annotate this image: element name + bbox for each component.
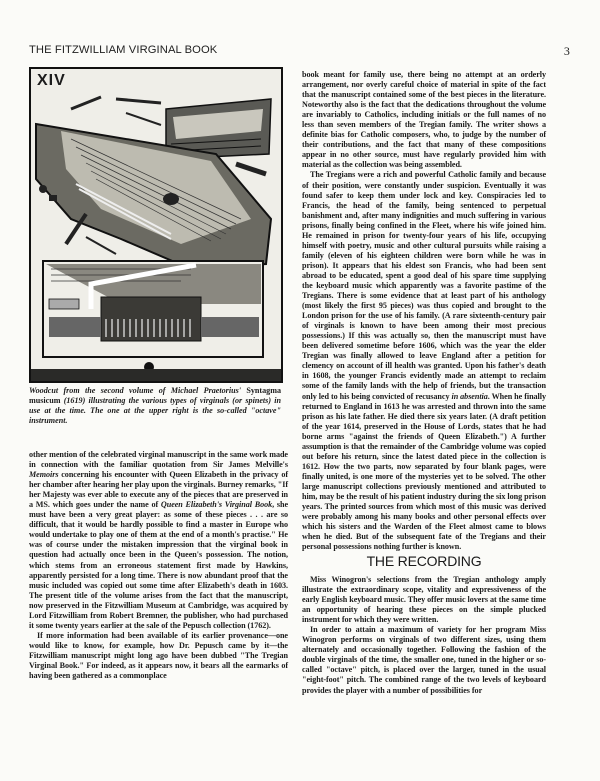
page-number: 3 [563,44,570,58]
paragraph: In order to attain a maximum of variety for her program Miss Winogron performs on virginals of two different sizes, using them alternately and occasionally together. Following the fashion of the double virginals of the time, the smaller one, tuned in the higher or so-called "octave" pitch, is placed over the larger, tuned in the usual "eight-foot" pitch. The combined range of the two levels of keyboard provides the player with a number of possibilities for [302,625,546,695]
italic-title: Queen Elizabeth's Virginal Book [160,500,273,510]
paragraph: The Tregians were a rich and powerful Catholic family and because of their position, were constantly under suspicion. Eventually it was found safer to keep them under lock and key. Conspiracies led to Francis, the head of the family, being sentenced to perpetual banishment and, after many indignities and much suffering in various prisons, finally being confined in the Fleet, where his wife joined him. He remained in prison for twenty-four years of his life, occupying himself with poetry, music and other cultural pursuits while raising a family (eleven of his eighteen children were born while he was in prison). It appears that his eldest son Francis, who had been sent abroad to be educated, spent a good deal of his spare time supplying the keyboard music which apparently was a favorite pastime of the Tregians. There is some evidence that at least part of his anthology (most likely the first 95 pieces) was thus copied and brought to the London prison for the use of his family. (A rare sixteenth-century pair of virginals is known to have been among their most precious possessions.) If this was actually so, then the manuscript must have been delivered sometime before 1606, which was the year the elder Tregian was finally allowed to leave England after a petition for clemency on account of ill health was granted. Upon his father's death in 1608, the younger Francis evidently made an attempt to reclaim some of the family lands with the help of friends, but the transaction only led to his being convicted of recusancy in absentia. When he finally returned to England in 1613 he was arrested and thrown into the same prison as his late father. He died there six years later. (A draft petition of the year 1614, preserved in the House of Lords, states that he had borne arms "against the friends of Queen Elizabeth.") A further assumption is that the remainder of the Cambridge volume was copied out before his return, since the latest dated piece in the collection is 1612. How the two parts, now separated by four blank pages, were finally united, is one more of the mysteries yet to be solved. The other large manuscript collections previously mentioned and attributed to him, may be the result of his patient industry during the six long prison years. The printed sources from which most of this music was derived were probably among his many books and other personal effects over which his sisters and the Warden of the Fleet almost came to blows when he died. But of the subsequent fate of the Tregians and their personal possessions nothing further is known. [302,170,546,552]
section-heading: THE RECORDING [366,553,482,569]
recording-section-text [302,575,546,696]
right-text-column [302,70,546,552]
left-text-column [29,450,288,681]
woodcut-figure [29,67,283,383]
plate-number: XIV [37,72,66,89]
figure-caption: Woodcut from the second volume of Michael Praetorius' Syntagma musicum (1619) illustrating the various types of virginals (or spinets) in use at the time. The one at the upper right is the so-called "octave" instrument. [29,386,281,425]
virginals-woodcut-illustration [31,69,281,381]
italic-title: Memoirs [29,470,59,480]
running-title: THE FITZWILLIAM VIRGINAL BOOK [29,44,218,56]
caption-book-title: Syntagma musicum [29,386,281,405]
paragraph: other mention of the celebrated virginal manuscript in the same work made in connection with the familiar quotation from Sir James Melville's Memoirs concerning his encounter with Queen Elizabeth in the privacy of her chamber after hearing her play upon the virginals. Burney remarks, "If her Majesty was ever able to execute any of the pieces that are preserved in a MS. which goes under the name of Queen Elizabeth's Virginal Book, she must have been a very great player: as some of these pieces . . . are so difficult, that it would be hardly possible to find a master in Europe who would undertake to play one of them at the end of a month's practise." He was of course under the mistaken impression that the virginal book in question had actually once been in the Queen's possession. The notion, which stems from an erroneous statement first made by Hawkins, apparently persisted for a long time. There is now abundant proof that the music included was copied out some time after Elizabeth's death in 1603. The present title of the volume arises from the fact that the manuscript, now preserved in the Fitzwilliam Museum at Cambridge, was acquired by Lord Fitzwilliam from Robert Bremner, the publisher, who had purchased it some twenty years earlier at the sale of the Pepusch collection (1762). [29,450,288,630]
italic-phrase: in absentia [451,391,488,401]
paragraph: If more information had been available of its earlier provenance—one would like to know, for example, how Dr. Pepusch came by it—the Fitzwilliam manuscript might long ago have been dubbed "The Tregian Virginal Book." For indeed, as it appears now, it bears all the earmarks of having been gathered as a commonplace [29,630,288,681]
paragraph: Miss Winogron's selections from the Tregian anthology amply illustrate the extraordinary scope, vitality and expressiveness of the early English keyboard music. They offer music lovers at the same time an opportunity of hearing these pieces on the simple plucked instrument for which they were written. [302,575,546,625]
paragraph: book meant for family use, there being no attempt at an orderly arrangement, nor overly careful choice of material in spite of the fact that the manuscript contained some of the best pieces in the literature. Noteworthy also is the fact that the dedications throughout the volume are invariably to Catholics, including initials or the full names of no less than seven members of the Tregian family. The writer shows a definite bias for Catholic composers, who, to judge by the number of their contributions, and the fact that many of these compositions appear in no other source, must have regularly provided him with material as the collection was being assembled. [302,70,546,170]
running-head [29,44,570,56]
